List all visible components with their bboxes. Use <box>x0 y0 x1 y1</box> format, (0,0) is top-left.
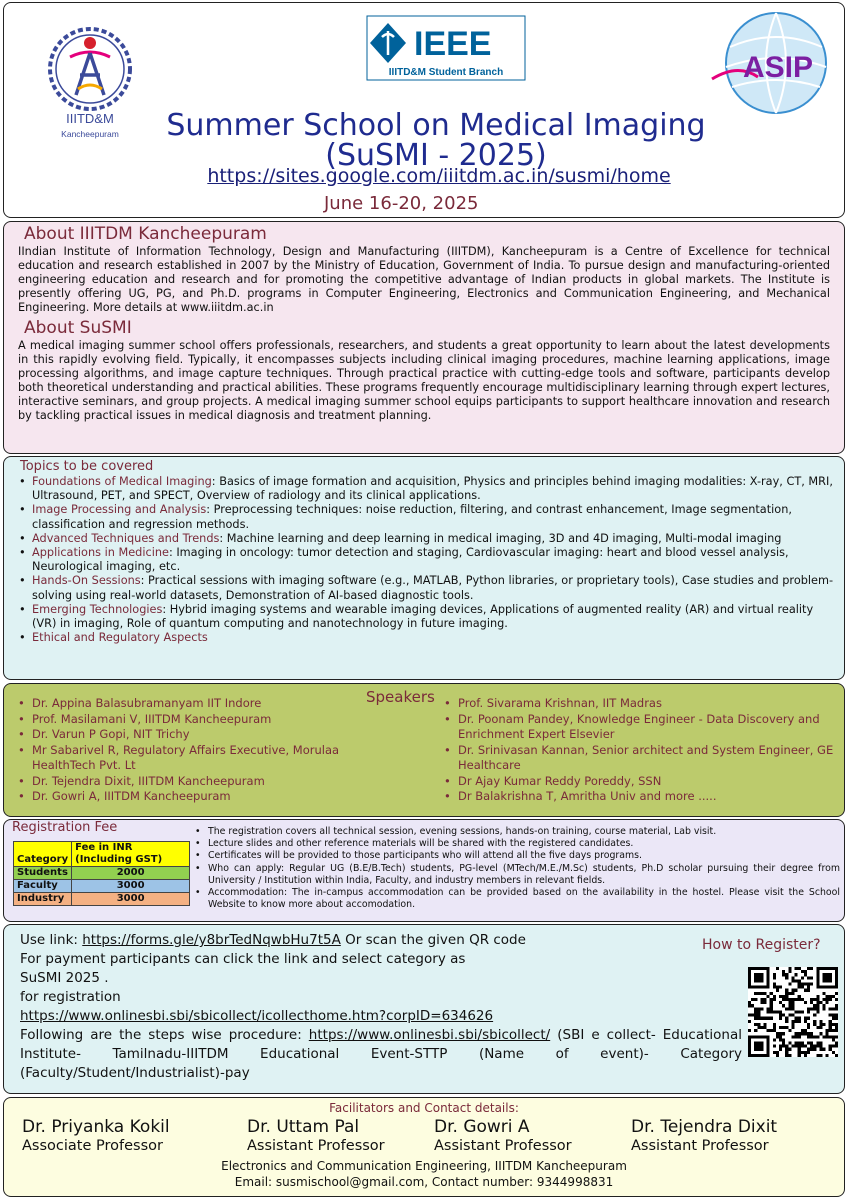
topic-heading: Foundations of Medical Imaging <box>32 475 212 488</box>
asip-logo <box>708 7 840 125</box>
speakers-list-left <box>14 696 344 805</box>
svg-text:Kancheepuram: Kancheepuram <box>61 129 119 139</box>
topic-heading: Applications in Medicine <box>32 546 169 560</box>
website-link[interactable]: https://sites.google.com/iiitdm.ac.in/susmi/home <box>207 165 671 187</box>
page-title: Summer School on Medical Imaging <box>166 108 706 143</box>
registration-title: Registration Fee <box>12 820 118 835</box>
svg-text:IIITD&M: IIITD&M <box>66 111 114 126</box>
facilitator-card <box>247 1117 385 1156</box>
topic-heading: Emerging Technologies <box>32 602 163 616</box>
list-item: • Dr. Appina Balasubramanyam IIT Indore <box>14 696 344 712</box>
speakers-title: Speakers <box>366 688 435 706</box>
list-item <box>16 532 834 546</box>
facilitator-role: Assistant Professor <box>434 1138 572 1154</box>
ieee-logo <box>366 15 526 81</box>
list-item: • Mr Sabarivel R, Regulatory Affairs Executive, Morulaa HealthTech Pvt. Lt <box>14 743 344 774</box>
facilitator-name: Dr. Tejendra Dixit <box>631 1117 778 1137</box>
table-cell: 3000 <box>72 893 190 906</box>
list-item: • Dr. Gowri A, IIITDM Kancheepuram <box>14 789 344 805</box>
use-link-line <box>20 931 742 950</box>
topic-body: : Imaging in oncology: tumor detection and staging, Cardiovascular imaging: heart and blood vessel analysis, Neurological imaging, etc. <box>32 546 789 574</box>
list-item <box>16 475 834 503</box>
list-item: • Dr. Srinivasan Kannan, Senior architect and System Engineer, GE Healthcare <box>440 743 844 774</box>
sbi-collect-link[interactable]: https://www.onlinesbi.sbi/sbicollect/icollecthome.htm?corpID=634626 <box>20 1008 494 1024</box>
header-section <box>3 2 845 218</box>
list-item: • Prof. Sivarama Krishnan, IIT Madras <box>440 696 844 712</box>
department-line: Electronics and Communication Engineering, IIITDM Kancheepuram <box>221 1159 627 1173</box>
facilitator-card <box>631 1117 777 1156</box>
facilitator-card <box>22 1117 170 1156</box>
registration-section <box>3 819 845 922</box>
facilitator-name: Dr. Priyanka Kokil <box>22 1117 170 1137</box>
list-item <box>16 603 834 631</box>
about-iiitdm-text: IIndian Institute of Information Technology, Design and Manufacturing (IIITDM), Kancheepuram is a Centre of Excellence for technical education and research established in 2007 by the Ministry of Education, Government of India. To pursue design and manufacturing-oriented engineering education and research and for promoting the competitive advantage of Indian products in global markets. The Institute is presently offering UG, PG, and Ph.D. programs in Computer Engineering, Electronics and Communication Engineering, and Mechanical Engineering. More details at www.iiitdm.ac.in <box>18 245 830 314</box>
page-subtitle: (SuSMI - 2025) <box>325 138 547 173</box>
topic-heading: Image Processing and Analysis <box>32 503 207 517</box>
topic-heading: Advanced Techniques and Trends <box>32 531 220 545</box>
list-item: • The registration covers all technical session, evening sessions, hands-on training, course material, Lab visit. <box>192 826 840 838</box>
category-line: SuSMI 2025 . <box>20 970 109 986</box>
facilitator-name: Dr. Gowri A <box>434 1117 530 1137</box>
about-section <box>3 221 845 454</box>
contacts-section <box>3 1097 845 1197</box>
table-cell: 3000 <box>72 880 190 893</box>
topic-body: : Machine learning and deep learning in medical imaging, 3D and 4D imaging, Multi-modal imaging <box>219 531 782 545</box>
facilitator-card <box>434 1117 572 1156</box>
steps-paragraph <box>20 1026 742 1083</box>
topic-body: : Practical sessions with imaging software (e.g., MATLAB, Python libraries, or proprietary tools), Case studies and problem-solving using real-world datasets, Demonstration of AI-based diagnostic tools. <box>32 574 834 602</box>
topic-heading: Hands-On Sessions <box>32 574 141 588</box>
table-row <box>14 893 190 906</box>
about-iiitdm-title: About IIITDM Kancheepuram <box>24 224 267 244</box>
facilitator-role: Associate Professor <box>22 1138 163 1154</box>
list-item: • Who can apply: Regular UG (B.E/B.Tech) students, PG-level (MTech/M.E./M.Sc) students, Ph.D scholar pursuing their degree from University / Institution within India, Faculty, and industry members in relevant fields. <box>192 863 840 887</box>
use-link-suffix: Or scan the given QR code <box>340 932 526 948</box>
about-susmi-title: About SuSMI <box>24 318 132 338</box>
speakers-section <box>3 683 845 817</box>
facilitators-title: Facilitators and Contact details: <box>329 1101 519 1115</box>
table-header-row <box>14 842 190 867</box>
list-item: • Dr. Tejendra Dixit, IIITDM Kancheepuram <box>14 774 344 790</box>
topic-body: : Hybrid imaging systems and wearable imaging devices, Applications of augmented reality (AR) and virtual reality (VR) in imaging, Role of quantum computing and nanotechnology in future imaging. <box>32 602 814 631</box>
steps-prefix: Following are the steps wise procedure: <box>20 1027 309 1043</box>
table-cell: Students <box>14 867 72 880</box>
facilitator-role: Assistant Professor <box>247 1138 385 1154</box>
sbi-steps-link[interactable]: https://www.onlinesbi.sbi/sbicollect/ <box>308 1027 551 1043</box>
list-item <box>16 574 834 602</box>
registration-qr-code[interactable] <box>748 967 838 1057</box>
how-to-register-section <box>3 924 845 1094</box>
list-item: • Certificates will be provided to those participants who will attend all the five days programs. <box>192 850 840 862</box>
svg-text:ASIP: ASIP <box>742 51 814 84</box>
steps-suffix: (SBI e collect- Educational Institute- Tamilnadu-IIITDM Educational Event-STTP (Name of event)- Category (Faculty/Student/Industrialist)-pay <box>20 1027 743 1081</box>
list-item <box>16 631 834 645</box>
list-item <box>16 503 834 531</box>
svg-text:IIITD&M Student Branch: IIITD&M Student Branch <box>388 67 504 78</box>
svg-text:IEEE: IEEE <box>414 25 492 63</box>
topic-body: : Basics of image formation and acquisition, Physics and principles behind imaging modalities: X-ray, CT, MRI, Ultrasound, PET, and SPECT, Overview of radiology and its clinical applications. <box>32 475 833 503</box>
topics-list <box>16 475 834 645</box>
table-cell: 2000 <box>72 867 190 880</box>
facilitator-role: Assistant Professor <box>631 1138 769 1154</box>
list-item: • Dr Ajay Kumar Reddy Poreddy, SSN <box>440 774 844 790</box>
speakers-list-right <box>440 696 844 805</box>
list-item: • Prof. Masilamani V, IIITDM Kancheepuram <box>14 712 344 728</box>
topic-body: : Preprocessing techniques: noise reduction, filtering, and contrast enhancement, Image segmentation, classification and regression methods. <box>32 503 792 531</box>
topic-heading: Ethical and Regulatory Aspects <box>32 631 208 645</box>
topics-title: Topics to be covered <box>20 459 154 474</box>
registration-line: for registration <box>20 989 121 1005</box>
use-link-prefix: Use link: <box>20 932 83 948</box>
table-header-cell: Fee in INR (Including GST) <box>72 842 190 867</box>
registration-notes <box>192 826 840 911</box>
payment-line: For payment participants can click the link and select category as <box>20 951 466 967</box>
list-item: • Dr Balakrishna T, Amritha Univ and more ..... <box>440 789 844 805</box>
list-item <box>16 546 834 574</box>
about-susmi-text: A medical imaging summer school offers professionals, researchers, and students a great opportunity to learn about the latest developments in this rapidly evolving field. Typically, it encompasses subjects including clinical imaging procedures, machine learning applications, image processing algorithms, and image capture techniques. Through practical practice with cutting-edge tools and software, participants develop both theoretical understanding and practical abilities. These programs frequently encourage multidisciplinary learning through expert lectures, interactive seminars, and group projects. A medical imaging summer school equips participants to support healthcare innovation and research by tackling practical issues in medical diagnosis and treatment planning. <box>18 339 830 422</box>
google-form-link[interactable]: https://forms.gle/y8brTedNqwbHu7t5A <box>82 932 341 948</box>
event-dates: June 16-20, 2025 <box>324 193 479 214</box>
how-to-register-text <box>20 931 742 1083</box>
list-item: • Dr. Varun P Gopi, NIT Trichy <box>14 727 344 743</box>
contact-email-line: Email: susmischool@gmail.com, Contact number: 9344998831 <box>234 1175 614 1189</box>
table-cell: Faculty <box>14 880 72 893</box>
table-row <box>14 880 190 893</box>
fee-table <box>13 841 190 906</box>
table-row <box>14 867 190 880</box>
list-item: • Lecture slides and other reference materials will be shared with the registered candidates. <box>192 838 840 850</box>
facilitator-name: Dr. Uttam Pal <box>247 1117 360 1137</box>
topics-section <box>3 456 845 680</box>
list-item: • Accommodation: The in-campus accommodation can be provided based on the availability in the hostel. Please visit the School Website to know more about accomodation. <box>192 887 840 911</box>
table-header-cell: Category <box>14 842 72 867</box>
list-item: • Dr. Poonam Pandey, Knowledge Engineer - Data Discovery and Enrichment Expert Elsevier <box>440 712 844 743</box>
how-to-register-title: How to Register? <box>702 937 821 953</box>
table-cell: Industry <box>14 893 72 906</box>
